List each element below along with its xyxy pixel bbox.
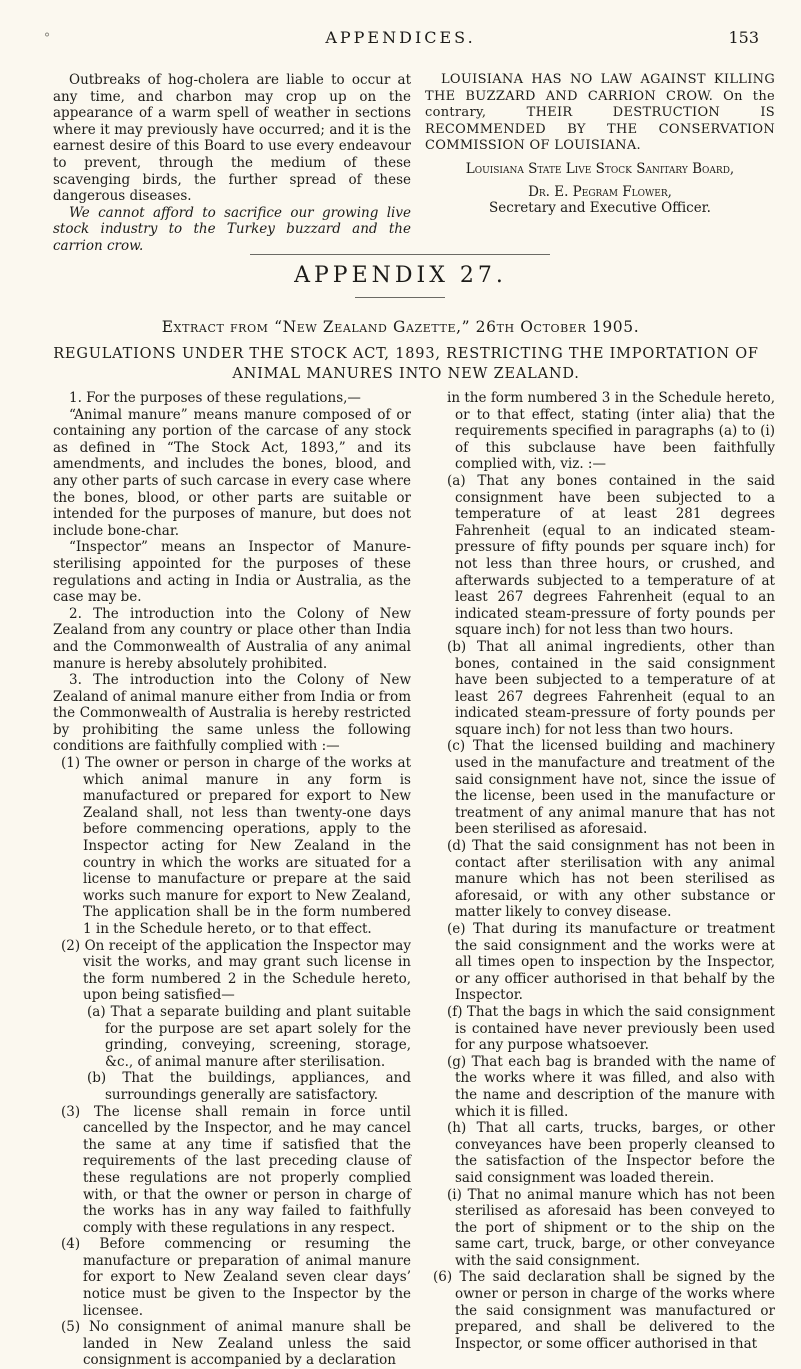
buzzard-italic-paragraph: [53, 205, 411, 255]
clause-1: 1. For the purposes of these regulations,—: [69, 390, 361, 406]
title-underline: [355, 297, 445, 298]
subclause-3: (3) The license shall remain in force until cancelled by the Inspector, and he may cancel the same at any time if satisfied that the requirements of the last preceding clause of these regulations are not properly complied with, or that the owner or person in charge of the works has in any way failed to faithfully comply with these regulations in any respect.: [61, 1103, 411, 1236]
louisiana-heading: LOUISIANA HAS NO LAW AGAINST KILLING THE BUZZARD AND CARRION CROW. On the contrary, THEIR DESTRUCTION IS RECOMMENDED BY THE CONSERVATION COMMISSION OF LOUISIANA.: [425, 72, 775, 154]
subclause-4: (4) Before commencing or resuming the manufacture or preparation of animal manure for export to New Zealand seven clear days’ notice must be given to the Inspector by the licensee.: [61, 1236, 411, 1319]
subclause-1: (1) The owner or person in charge of the works at which animal manure in any form is manufactured or prepared for export to New Zealand shall, not less than twenty-one days before commencing operations, apply to the Inspector acting for New Zealand in the country in which the works are situated for a license to manufacture or prepare at the said works such manure for export to New Zealand, The application shall be in the form numbered 1 in the Schedule hereto, or to that effect.: [61, 755, 411, 937]
top-right-column: [425, 72, 775, 217]
extract-line: Extract from “New Zealand Gazette,” 26th October 1905.: [161, 318, 640, 336]
left-column: [53, 390, 411, 1369]
inspector-definition: “Inspector” means an Inspector of Manure-sterilising appointed for the purposes of these regulations and acting in India or Australia, as the case may be.: [53, 539, 411, 606]
subclause-5-continued: in the form numbered 3 in the Schedule hereto, or to that effect, stating (inter alia) that the requirements specified in paragraphs (a) to (i) of this subclause have been faithfully complied with, viz. :—: [447, 390, 775, 473]
regulations-title: REGULATIONS UNDER THE STOCK ACT, 1893, RESTRICTING THE IMPORTATION OF ANIMAL MANURES INTO NEW ZEALAND.: [53, 346, 759, 382]
requirement-b: (b) That all animal ingredients, other than bones, contained in the said consignment have been subjected to a temperature of at least 267 degrees Fahrenheit (equal to an indicated steam-pressure of forty pounds per square inch) for not less than two hours.: [447, 638, 775, 738]
italic-text: We cannot afford to sacrifice our growing live stock industry to the Turkey buzzard and the carrion crow.: [53, 204, 411, 254]
clause-3: 3. The introduction into the Colony of New Zealand of animal manure either from India or from the Commonwealth of Australia is hereby restricted by prohibiting the same unless the following conditions are faithfully complied with :—: [53, 672, 411, 755]
clause-2: 2. The introduction into the Colony of New Zealand from any country or place other than India and the Commonwealth of Australia of any animal manure is hereby absolutely prohibited.: [53, 605, 411, 672]
subclause-5: (5) No consignment of animal manure shall be landed in New Zealand unless the said consignment is accompanied by a declaration: [61, 1319, 411, 1369]
right-column: [425, 390, 775, 1352]
subclause-6: (6) The said declaration shall be signed by the owner or person in charge of the works where the said consignment was manufactured or prepared, and shall be delivered to the Inspector, or some officer authorised in that: [433, 1269, 775, 1352]
page-number: 153: [728, 28, 759, 47]
subclause-2: (2) On receipt of the application the Inspector may visit the works, and may grant such license in the form numbered 2 in the Schedule hereto, upon being satisfied—: [61, 937, 411, 1004]
subclause-2a: (a) That a separate building and plant suitable for the purpose are set apart solely for the grinding, conveying, screening, storage, &c., of animal manure after sterilisation.: [87, 1003, 411, 1070]
requirement-g: (g) That each bag is branded with the name of the works where it was filled, and also with the name and description of the manure with which it is filled.: [447, 1053, 775, 1120]
running-head-title: APPENDICES.: [325, 28, 476, 47]
animal-manure-definition: “Animal manure” means manure composed of or containing any portion of the carcase of any stock as defined in “The Stock Act, 1893,” and its amendments, and includes the bones, blood, and any other parts of such carcase in every case where the bones, blood, or other parts are suitable or intended for the purposes of manure, but does not include bone-char.: [53, 406, 411, 539]
running-head: [0, 28, 801, 50]
requirement-c: (c) That the licensed building and machinery used in the manufacture and treatment of the said consignment have not, since the issue of the license, been used in the manufacture or treatment of any animal manure that has not been sterilised as aforesaid.: [447, 738, 775, 838]
requirement-i: (i) That no animal manure which has not been sterilised as aforesaid has been conveyed to the port of shipment or to the ship on the same cart, truck, barge, or other conveyance with the said consignment.: [447, 1186, 775, 1269]
signatory-title: Secretary and Executive Officer.: [489, 200, 711, 217]
signatory-name: Dr. E. Pegram Flower,: [528, 183, 672, 200]
page-mark: ⚬: [42, 28, 53, 42]
requirement-f: (f) That the bags in which the said consignment is contained have never previously been used for any purpose whatsoever.: [447, 1003, 775, 1054]
board-name: Louisiana State Live Stock Sanitary Board,: [465, 160, 735, 177]
requirement-a: (a) That any bones contained in the said consignment have been subjected to a temperature of at least 281 degrees Fahrenheit (equal to an indicated steam-pressure of fifty pounds per square inch) for not less than three hours, or crushed, and afterwards subjected to a temperature of at least 267 degrees Fahrenheit (equal to an indicated steam-pressure of forty pounds per square inch) for not less than two hours.: [447, 472, 775, 639]
subclause-2b: (b) That the buildings, appliances, and surroundings generally are satisfactory.: [87, 1070, 411, 1103]
appendix-title: APPENDIX 27.: [294, 263, 507, 288]
requirement-h: (h) That all carts, trucks, barges, or other conveyances have been properly cleansed to the satisfaction of the Inspector before the said consignment was loaded therein.: [447, 1120, 775, 1186]
top-left-column: [53, 72, 411, 255]
hog-cholera-paragraph: Outbreaks of hog-cholera are liable to occur at any time, and charbon may crop up on the appearance of a warm spell of weather in sections where it may previously have occurred; and it is the earnest desire of this Board to use every endeavour to prevent, through the medium of these scavenging birds, the further spread of these dangerous diseases.: [53, 72, 411, 205]
requirement-e: (e) That during its manufacture or treatment the said consignment and the works were at all times open to inspection by the Inspector, or any officer authorised in that behalf by the Inspector.: [447, 921, 775, 1004]
requirement-d: (d) That the said consignment has not been in contact after sterilisation with any animal manure which has not been sterilised as aforesaid, or with any other substance or matter likely to convey disease.: [447, 838, 775, 921]
section-divider: [250, 254, 550, 255]
